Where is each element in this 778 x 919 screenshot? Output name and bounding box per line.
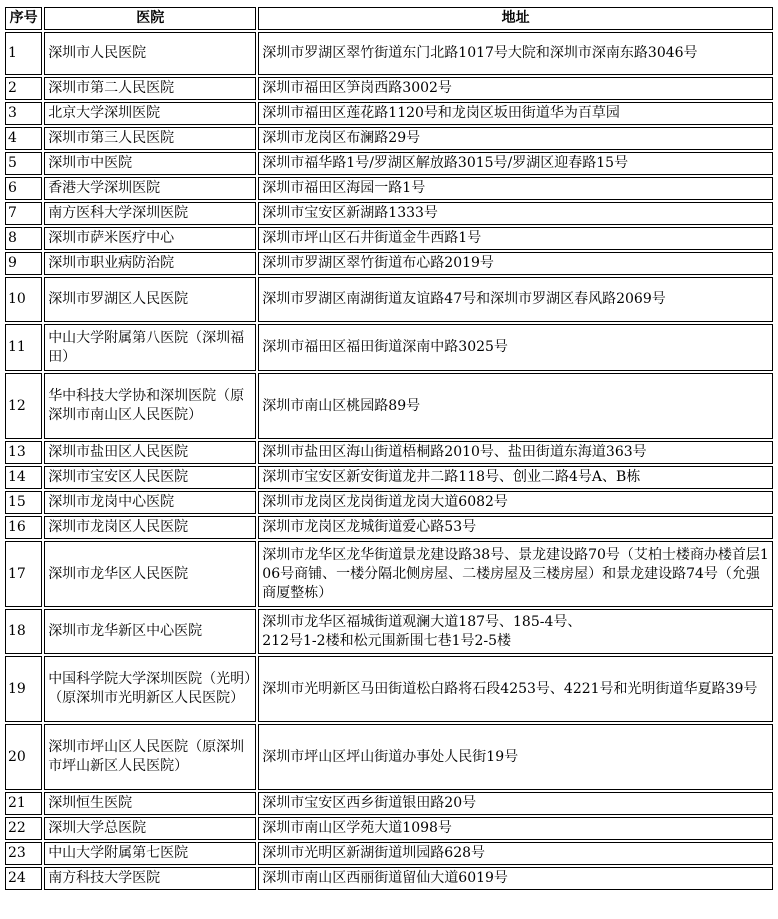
row-number: 13 — [5, 441, 42, 464]
hospital-address: 深圳市龙华区龙华街道景龙建设路38号、景龙建设路70号（艾柏士楼商办楼首层106号商铺、一楼分隔北侧房屋、二楼房屋及三楼房屋）和景龙建设路74号（允强商厦整栋） — [258, 541, 773, 607]
hospital-address: 深圳市光明区新湖街道圳园路628号 — [258, 842, 773, 865]
hospital-address: 深圳市南山区桃园路89号 — [258, 373, 773, 439]
table-row — [5, 227, 773, 250]
hospital-name: 深圳市职业病防治院 — [44, 252, 256, 275]
table-row — [5, 842, 773, 865]
table-row — [5, 277, 773, 322]
hospital-name: 深圳市坪山区人民医院（原深圳市坪山新区人民医院） — [44, 724, 256, 790]
hospital-name: 深圳市第二人民医院 — [44, 77, 256, 100]
table-row — [5, 202, 773, 225]
hospital-name: 深圳市罗湖区人民医院 — [44, 277, 256, 322]
hospital-name: 北京大学深圳医院 — [44, 102, 256, 125]
row-number: 20 — [5, 724, 42, 790]
hospital-address: 深圳市光明新区马田街道松白路将石段4253号、4221号和光明街道华夏路39号 — [258, 656, 773, 722]
hospital-address: 深圳市南山区西丽街道留仙大道6019号 — [258, 867, 773, 890]
hospital-name: 香港大学深圳医院 — [44, 177, 256, 200]
row-number: 11 — [5, 324, 42, 371]
hospital-address: 深圳市宝安区新湖路1333号 — [258, 202, 773, 225]
row-number: 3 — [5, 102, 42, 125]
table-row — [5, 867, 773, 890]
row-number: 6 — [5, 177, 42, 200]
hospital-name: 深圳市第三人民医院 — [44, 127, 256, 150]
row-number: 1 — [5, 32, 42, 75]
table-row — [5, 373, 773, 439]
row-number: 21 — [5, 792, 42, 815]
hospital-address: 深圳市南山区学苑大道1098号 — [258, 817, 773, 840]
header-address: 地址 — [258, 7, 773, 30]
hospital-address: 深圳市宝安区新安街道龙井二路118号、创业二路4号A、B栋 — [258, 466, 773, 489]
row-number: 18 — [5, 609, 42, 654]
hospital-name: 深圳市萨米医疗中心 — [44, 227, 256, 250]
hospital-address: 深圳市福田区笋岗西路3002号 — [258, 77, 773, 100]
hospital-address: 深圳市龙华区福城街道观澜大道187号、185-4号、 212号1-2楼和松元围新围七巷1号2-5楼 — [258, 609, 773, 654]
row-number: 9 — [5, 252, 42, 275]
row-number: 8 — [5, 227, 42, 250]
hospital-name: 深圳大学总医院 — [44, 817, 256, 840]
hospital-address: 深圳市福田区莲花路1120号和龙岗区坂田街道华为百草园 — [258, 102, 773, 125]
hospital-name: 中山大学附属第七医院 — [44, 842, 256, 865]
hospital-name: 中国科学院大学深圳医院（光明）（原深圳市光明新区人民医院） — [44, 656, 256, 722]
row-number: 17 — [5, 541, 42, 607]
hospital-name: 深圳恒生医院 — [44, 792, 256, 815]
hospital-name: 深圳市龙岗区人民医院 — [44, 516, 256, 539]
hospital-name: 华中科技大学协和深圳医院（原深圳市南山区人民医院） — [44, 373, 256, 439]
hospital-address: 深圳市罗湖区翠竹街道东门北路1017号大院和深圳市深南东路3046号 — [258, 32, 773, 75]
hospital-address: 深圳市龙岗区布澜路29号 — [258, 127, 773, 150]
table-row — [5, 656, 773, 722]
hospital-address: 深圳市福田区福田街道深南中路3025号 — [258, 324, 773, 371]
row-number: 24 — [5, 867, 42, 890]
hospital-address: 深圳市宝安区西乡街道银田路20号 — [258, 792, 773, 815]
table-row — [5, 792, 773, 815]
row-number: 4 — [5, 127, 42, 150]
hospital-name: 深圳市龙岗中心医院 — [44, 491, 256, 514]
row-number: 7 — [5, 202, 42, 225]
hospital-name: 中山大学附属第八医院（深圳福田） — [44, 324, 256, 371]
hospital-name: 深圳市人民医院 — [44, 32, 256, 75]
row-number: 16 — [5, 516, 42, 539]
header-hospital: 医院 — [44, 7, 256, 30]
table-row — [5, 152, 773, 175]
table-row — [5, 252, 773, 275]
header-no: 序号 — [5, 7, 42, 30]
hospital-name: 南方医科大学深圳医院 — [44, 202, 256, 225]
hospital-name: 南方科技大学医院 — [44, 867, 256, 890]
hospital-table — [3, 5, 775, 892]
hospital-address: 深圳市坪山区石井街道金牛西路1号 — [258, 227, 773, 250]
hospital-address: 深圳市罗湖区翠竹街道布心路2019号 — [258, 252, 773, 275]
hospital-name: 深圳市盐田区人民医院 — [44, 441, 256, 464]
hospital-name: 深圳市宝安区人民医院 — [44, 466, 256, 489]
row-number: 10 — [5, 277, 42, 322]
hospital-name: 深圳市中医院 — [44, 152, 256, 175]
hospital-table-container — [3, 5, 775, 892]
row-number: 23 — [5, 842, 42, 865]
table-row — [5, 466, 773, 489]
hospital-name: 深圳市龙华区人民医院 — [44, 541, 256, 607]
table-row — [5, 127, 773, 150]
table-row — [5, 817, 773, 840]
hospital-address: 深圳市罗湖区南湖街道友谊路47号和深圳市罗湖区春风路2069号 — [258, 277, 773, 322]
row-number: 14 — [5, 466, 42, 489]
table-row — [5, 609, 773, 654]
hospital-address: 深圳市龙岗区龙岗街道龙岗大道6082号 — [258, 491, 773, 514]
table-row — [5, 32, 773, 75]
hospital-address: 深圳市福华路1号/罗湖区解放路3015号/罗湖区迎春路15号 — [258, 152, 773, 175]
table-row — [5, 177, 773, 200]
table-row — [5, 324, 773, 371]
table-row — [5, 491, 773, 514]
table-body — [5, 32, 773, 890]
hospital-address: 深圳市坪山区坪山街道办事处人民街19号 — [258, 724, 773, 790]
table-row — [5, 516, 773, 539]
hospital-address: 深圳市盐田区海山街道梧桐路2010号、盐田街道东海道363号 — [258, 441, 773, 464]
table-row — [5, 724, 773, 790]
row-number: 5 — [5, 152, 42, 175]
hospital-address: 深圳市龙岗区龙城街道爱心路53号 — [258, 516, 773, 539]
table-row — [5, 77, 773, 100]
table-row — [5, 441, 773, 464]
row-number: 22 — [5, 817, 42, 840]
hospital-address: 深圳市福田区海园一路1号 — [258, 177, 773, 200]
table-row — [5, 102, 773, 125]
row-number: 12 — [5, 373, 42, 439]
row-number: 2 — [5, 77, 42, 100]
header-row — [5, 7, 773, 30]
row-number: 15 — [5, 491, 42, 514]
row-number: 19 — [5, 656, 42, 722]
hospital-name: 深圳市龙华新区中心医院 — [44, 609, 256, 654]
table-row — [5, 541, 773, 607]
